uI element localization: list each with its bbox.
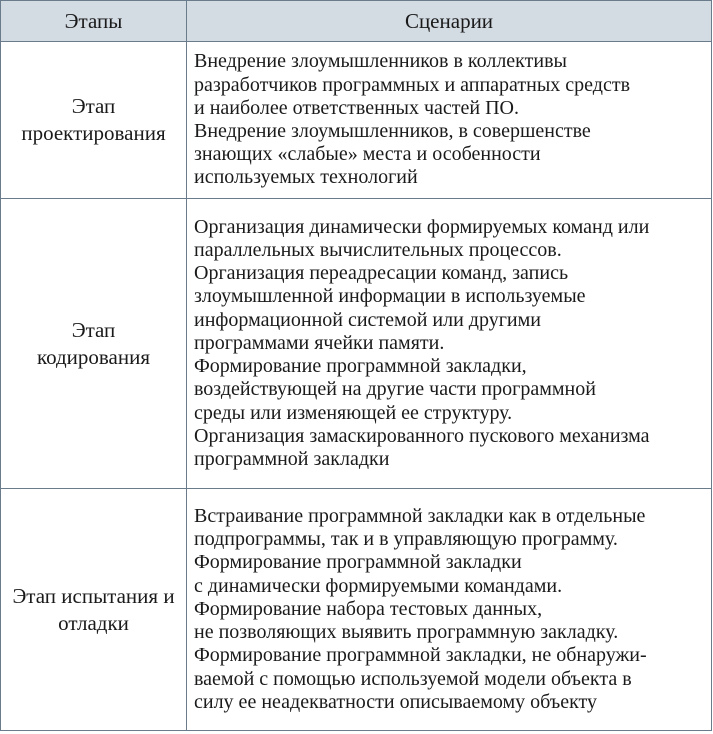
scenario-line: Организация переадресации команд, запись: [194, 262, 569, 285]
scenario-line: Формирование программной закладки, не обнаружи-: [194, 644, 647, 667]
table-row-design: [1, 42, 712, 199]
scenario-cell-coding: [187, 199, 712, 489]
table-row-coding: [1, 199, 712, 489]
table-row-testing: [1, 489, 712, 731]
scenario-line: используемых технологий: [194, 166, 418, 189]
stage-label: проектирования: [21, 121, 166, 145]
stage-label: Этап испытания и: [12, 583, 175, 608]
header-scenarios: Сценарии: [187, 1, 712, 42]
stage-cell-testing: [1, 489, 187, 731]
scenario-line: среды или изменяющей ее структуру.: [194, 401, 513, 424]
scenario-line: Организация динамически формируемых команд или: [194, 215, 650, 238]
scenario-line: не позволяющих выявить программную закладку.: [194, 621, 619, 644]
scenario-line: Формирование программной закладки: [194, 551, 522, 574]
scenario-line: Встраивание программной закладки как в отдельные: [194, 505, 646, 528]
scenario-cell-design: [187, 42, 712, 199]
header-stages: Этапы: [1, 1, 187, 42]
scenario-line: программами ячейки памяти.: [194, 331, 445, 354]
scenario-line: подпрограммы, так и в управляющую программу.: [194, 528, 618, 551]
scenario-line: Внедрение злоумышленников, в совершенстве: [194, 120, 591, 142]
scenario-line: Формирование набора тестовых данных,: [194, 597, 543, 620]
scenario-line: Внедрение злоумышленников в коллективы: [194, 50, 567, 73]
stage-label: Этап: [71, 94, 116, 118]
scenario-cell-testing: [187, 489, 712, 731]
stage-cell-design: [1, 42, 187, 199]
stage-label: кодирования: [36, 344, 151, 369]
scenario-line: и наиболее ответственных частей ПО.: [194, 96, 519, 119]
scenario-line: знающих «слабые» места и особенности: [194, 143, 541, 166]
scenario-line: ваемой с помощью используемой модели объекта в: [194, 667, 632, 690]
scenario-line: информационной системой или другими: [194, 308, 541, 331]
scenario-line: Организация замаскированного пускового механизма: [194, 424, 650, 447]
scenario-line: силу ее неадекватности описываемому объекту: [194, 690, 597, 713]
scenario-line: злоумышленной информации в используемые: [194, 285, 586, 308]
scenario-line: программной закладки: [194, 447, 390, 470]
stage-label: отладки: [58, 610, 129, 635]
scenario-line: Формирование программной закладки,: [194, 355, 527, 378]
scenario-line: воздействующей на другие части программной: [194, 378, 596, 401]
scenario-line: параллельных вычислительных процессов.: [194, 239, 562, 262]
header-row: [1, 1, 712, 42]
stage-label: Этап: [71, 317, 116, 342]
stage-cell-coding: [1, 199, 187, 489]
scenario-line: с динамически формируемыми командами.: [194, 574, 563, 597]
scenario-line: разработчиков программных и аппаратных средств: [194, 73, 631, 96]
